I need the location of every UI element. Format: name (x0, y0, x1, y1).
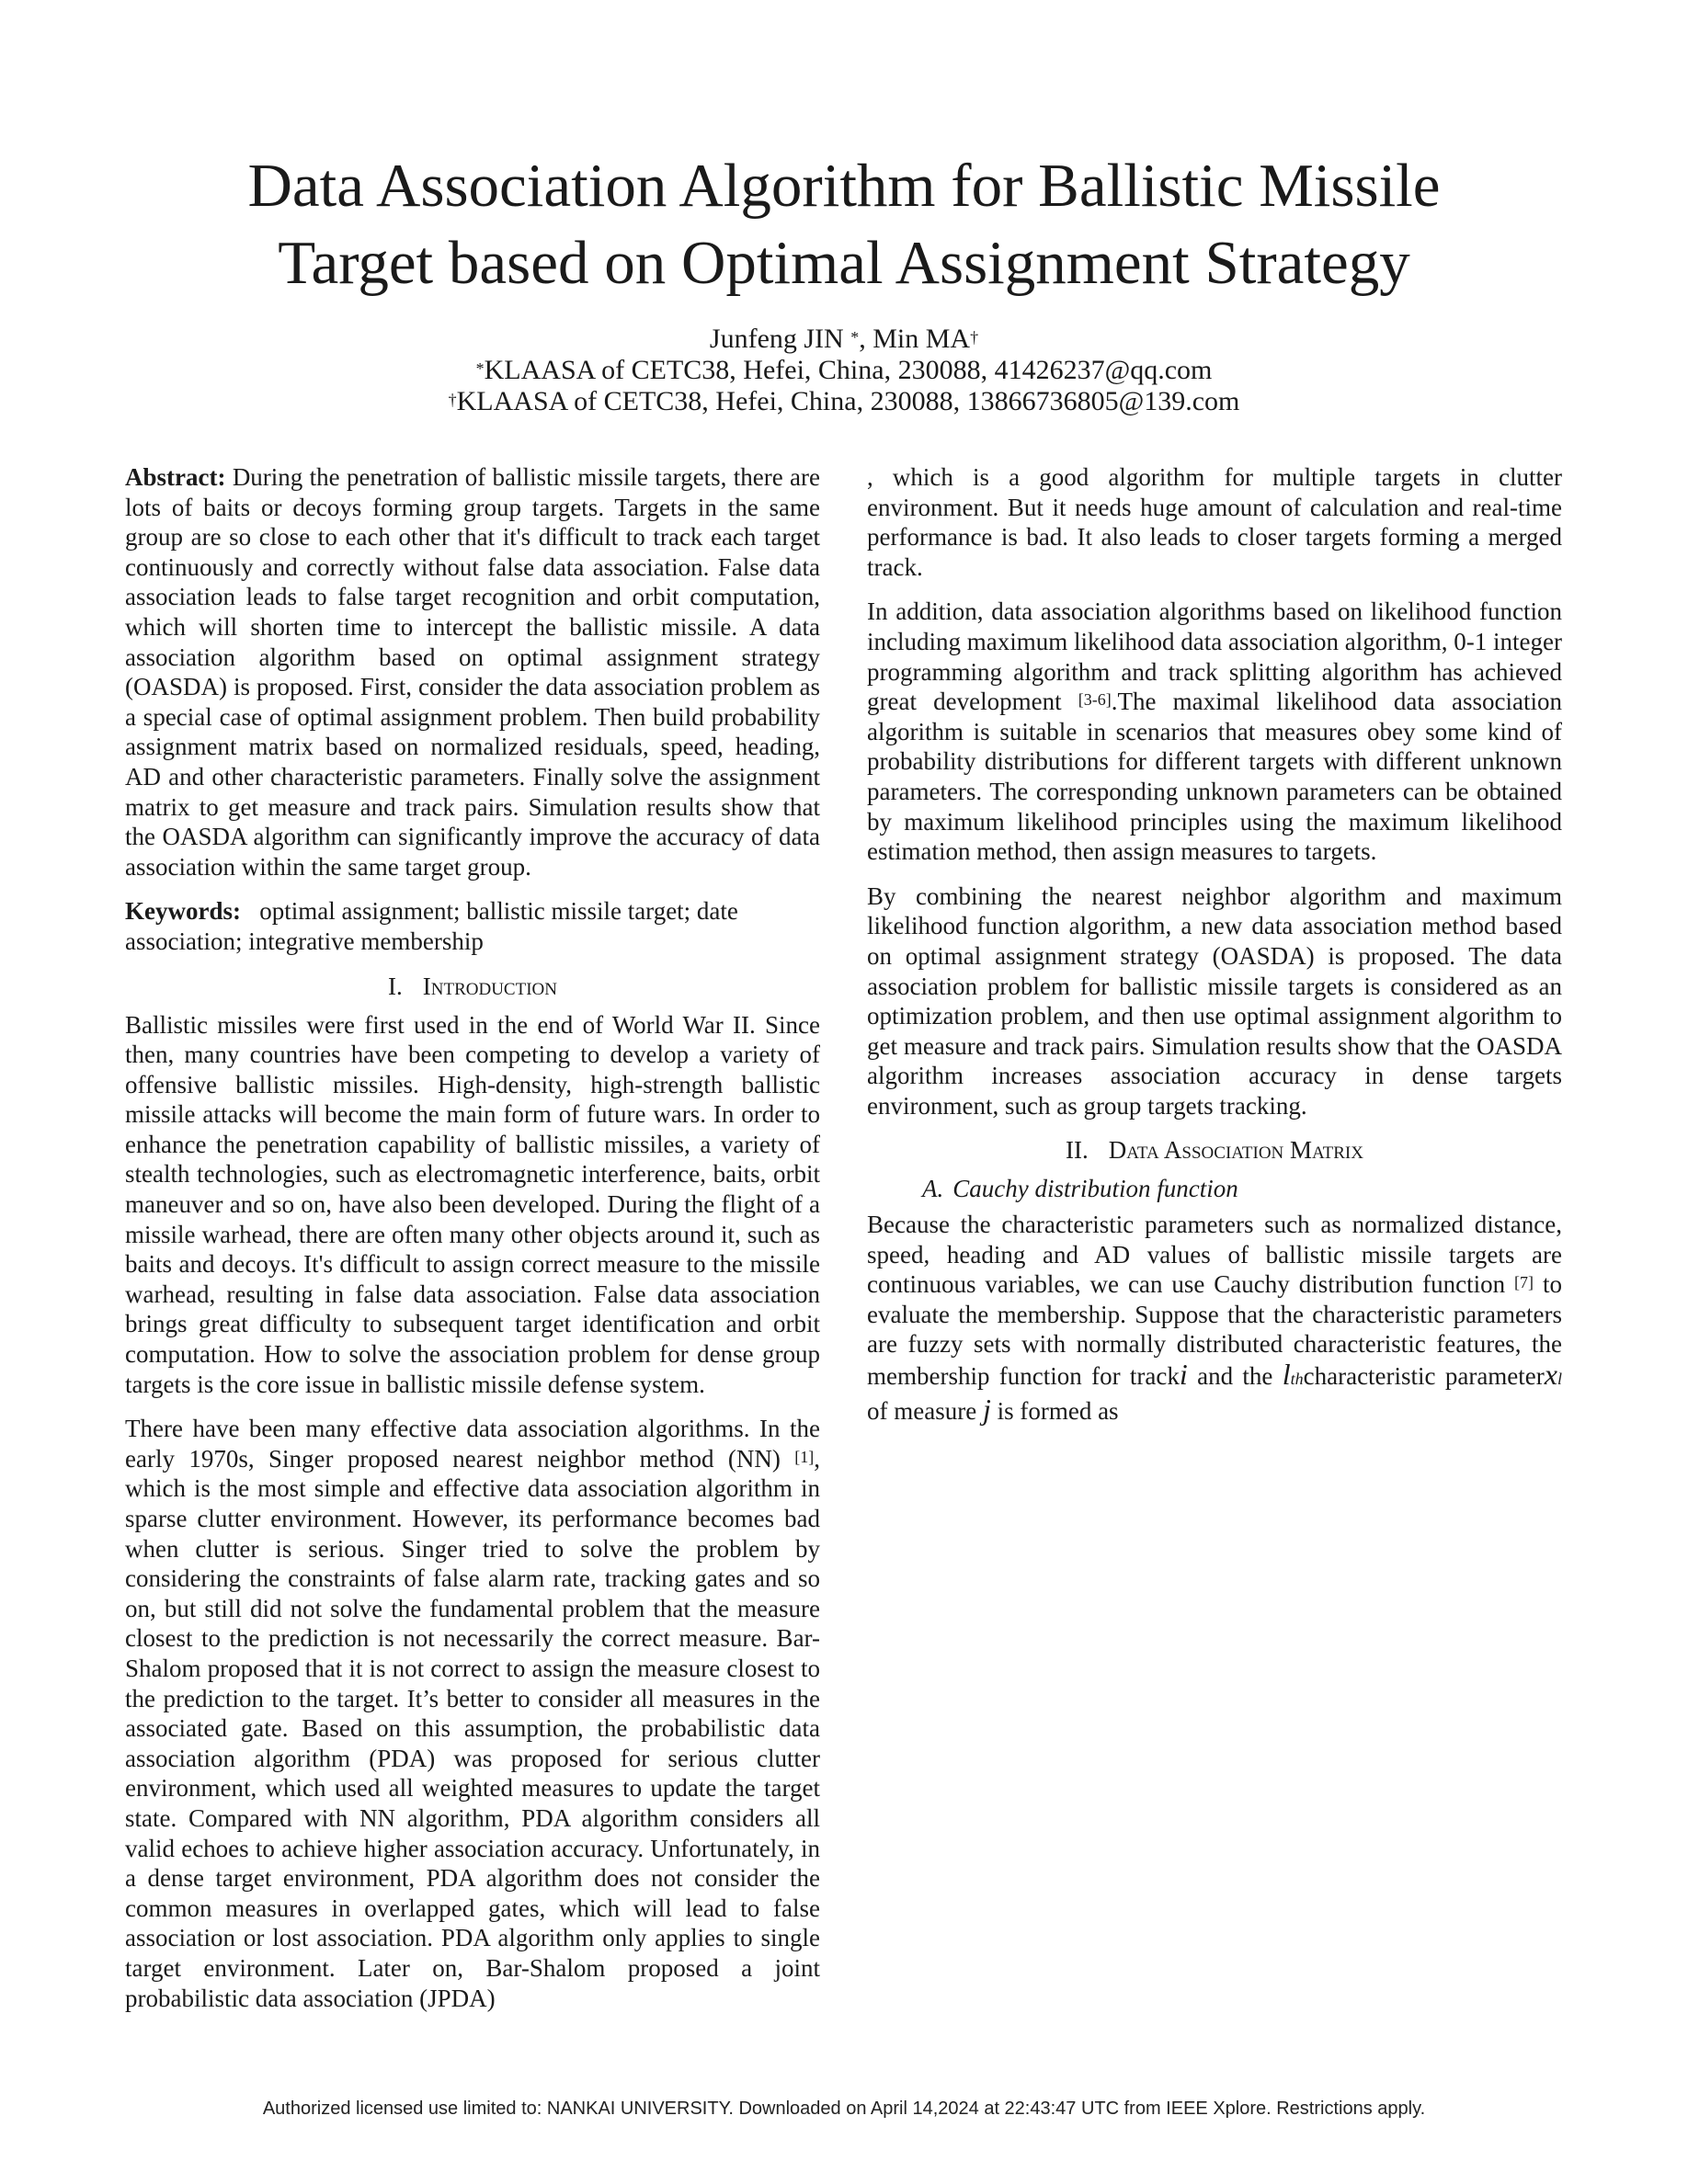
title-line-1: Data Association Algorithm for Ballistic Missile (247, 152, 1441, 220)
abstract (125, 462, 820, 882)
intro-paragraph-1: Ballistic missiles were first used in the end of World War II. Since then, many countries have been competing to develop a variety of offensive ballistic missiles. High-density, high-strength ballistic missile attacks will become the main form of future wars. In order to enhance the penetration capability of ballistic missiles, a variety of stealth technologies, such as electromagnetic interference, baits, orbit maneuver and so on, have also been developed. During the flight of a missile warhead, there are often many other objects around it, such as baits and decoys. It's difficult to assign correct measure to the missile warhead, resulting in false data association. False data association brings great difficulty to subsequent target identification and orbit computation. How to solve the association problem for dense group targets is the core issue in ballistic missile defense system. (125, 1010, 820, 1398)
cauchy-paragraph: Because the characteristic parameters such as normalized distance, speed, heading and AD values of ballistic missile targets are continuous variables, we can use Cauchy distribution function [7] to evaluate the membership. Suppose that the characteristic parameters are fuzzy sets with normally distributed characteristic features, the membership function for tracki and the lthcharacteristic parameterxl of measure j is formed as (867, 1211, 1562, 1426)
keywords-text: optimal assignment; ballistic missile target; date association; integrative membership (125, 897, 738, 955)
symbol-i: i (1179, 1358, 1188, 1392)
section-heading-introduction: I. Introduction (388, 972, 557, 1000)
symbol-l: l (1282, 1358, 1291, 1392)
intro-paragraph-2-continued: , which is a good algorithm for multiple targets in clutter environment. But it needs huge amount of calculation and real-time performance is bad. It also leads to closer targets forming a merged track. (867, 463, 1562, 581)
subsection-heading-cauchy: A. Cauchy distribution function (922, 1175, 1238, 1203)
symbol-j: j (982, 1392, 991, 1426)
intro-paragraph-3: In addition, data association algorithms based on likelihood function including maximum likelihood data association algorithm, 0-1 integer programming algorithm and track splitting algorithm has achieved great development [3-6].The maximal likelihood data association algorithm is suitable in scenarios that measures obey some kind of probability distributions for different targets with different unknown parameters. The corresponding unknown parameters can be obtained by maximum likelihood principles using the maximum likelihood estimation method, then assign measures to targets. (867, 597, 1562, 866)
abstract-label: Abstract: (125, 463, 226, 491)
citation-ref: [1] (794, 1447, 815, 1466)
left-column (125, 462, 820, 2028)
affiliation-1: *KLAASA of CETC38, Hefei, China, 230088, 41426237@qq.com (475, 355, 1213, 385)
author-block (0, 324, 1688, 417)
section-heading-data-association-matrix: II. Data Association Matrix (1066, 1136, 1363, 1165)
right-column (867, 462, 1562, 1440)
symbol-x: x (1544, 1358, 1557, 1392)
citation-ref: [7] (1514, 1273, 1534, 1292)
keywords (125, 896, 820, 956)
intro-paragraph-2: There have been many effective data association algorithms. In the early 1970s, Singer proposed nearest neighbor method (NN) [1], which is the most simple and effective data association algorithm in sparse clutter environment. However, its performance becomes bad when clutter is serious. Singer tried to solve the problem by considering the constraints of false alarm rate, tracking gates and so on, but still did not solve the fundamental problem that the measure closest to the prediction is not necessarily the correct measure. Bar-Shalom proposed that it is not correct to assign the measure closest to the prediction to the target. It’s better to consider all measures in the associated gate. Based on this assumption, the probabilistic data association algorithm (PDA) was proposed for serious clutter environment, which used all weighted measures to update the target state. Compared with NN algorithm, PDA algorithm considers all valid echoes to achieve higher association accuracy. Unfortunately, in a dense target environment, PDA algorithm does not consider the common measures in overlapped gates, which will lead to false association or lost association. PDA algorithm only applies to single target environment. Later on, Bar-Shalom proposed a joint probabilistic data association (JPDA) (125, 1415, 820, 2012)
ieee-license-footer: Authorized licensed use limited to: NANKAI UNIVERSITY. Downloaded on April 14,2024 at 22:43:47 UTC from IEEE Xplore. Restrictions apply. (262, 2099, 1426, 2119)
intro-paragraph-4: By combining the nearest neighbor algorithm and maximum likelihood function algorithm, a new data association method based on optimal assignment strategy (OASDA) is proposed. The data association problem for ballistic missile targets is considered as an optimization problem, and then use optimal assignment algorithm to get measure and track pairs. Simulation results show that the OASDA algorithm increases association accuracy in dense targets environment, such as group targets tracking. (867, 882, 1562, 1120)
abstract-text: During the penetration of ballistic missile targets, there are lots of baits or decoys forming group targets. Targets in the same group are so close to each other that it's difficult to track each target continuously and correctly without false data association. False data association leads to false target recognition and orbit computation, which will shorten time to intercept the ballistic missile. A data association algorithm based on optimal assignment strategy (OASDA) is proposed. First, consider the data association problem as a special case of optimal assignment problem. Then build probability assignment matrix based on normalized residuals, speed, heading, AD and other characteristic parameters. Finally solve the assignment matrix to get measure and track pairs. Simulation results show that the OASDA algorithm can significantly improve the accuracy of data association within the same target group. (125, 463, 821, 881)
author-names: Junfeng JIN *, Min MA† (709, 324, 979, 354)
keywords-label: Keywords: (125, 897, 241, 926)
title-line-2: Target based on Optimal Assignment Strategy (278, 229, 1410, 297)
paper-title (0, 147, 1688, 301)
citation-ref: [3-6] (1078, 690, 1112, 710)
affiliation-2: †KLAASA of CETC38, Hefei, China, 230088, 13866736805@139.com (448, 386, 1240, 416)
